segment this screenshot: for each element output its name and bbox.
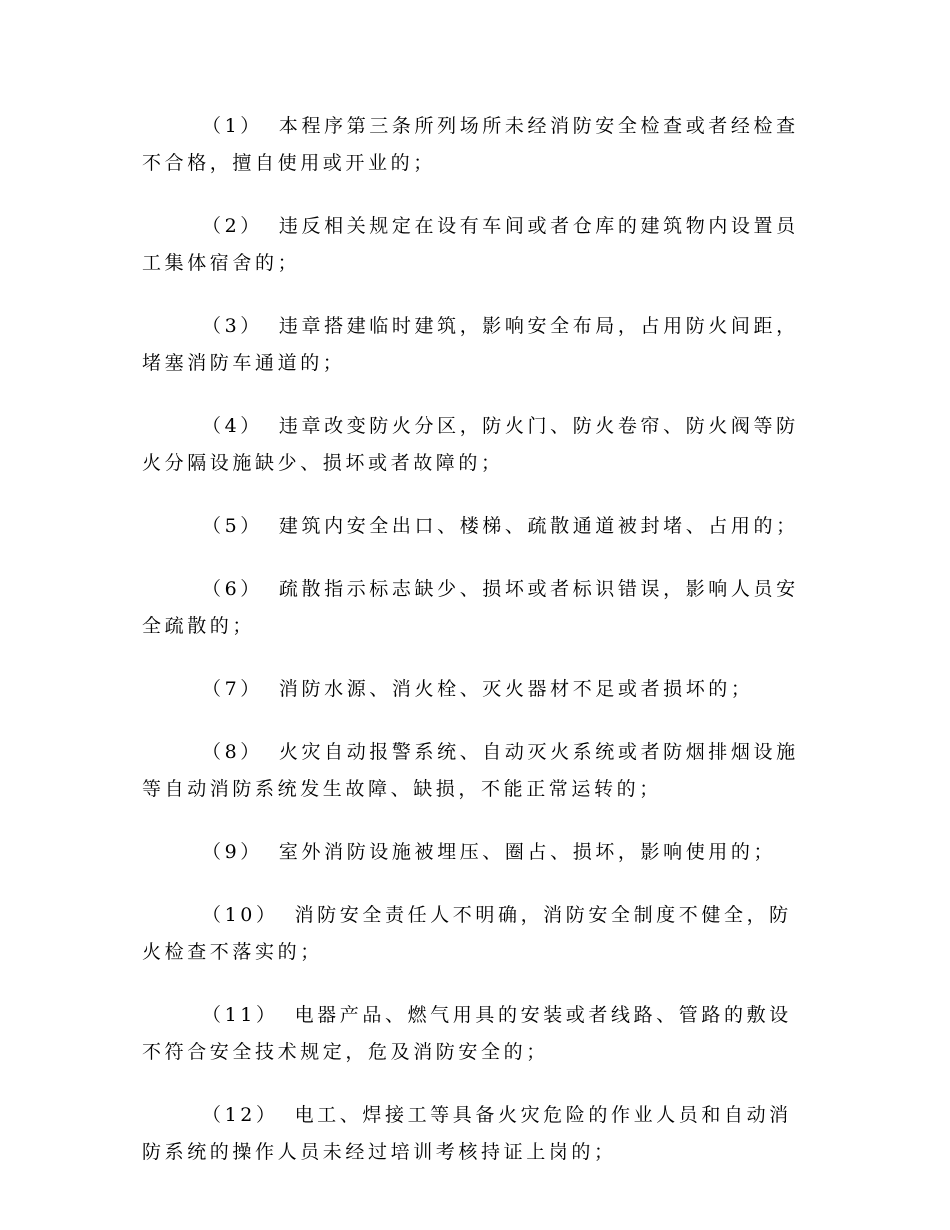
item-text: 疏散指示标志缺少、损坏或者标识错误，影响人员安全疏散的； bbox=[142, 578, 799, 637]
item-text: 消防水源、消火栓、灭火器材不足或者损坏的； bbox=[278, 678, 754, 700]
list-item-4 bbox=[142, 408, 812, 482]
item-number: （8） bbox=[202, 741, 263, 763]
item-text: 违章改变防火分区，防火门、防火卷帘、防火阀等防火分隔设施缺少、损坏或者故障的； bbox=[142, 415, 799, 474]
item-number: （4） bbox=[202, 415, 263, 437]
item-number: （3） bbox=[202, 315, 263, 337]
item-text: 本程序第三条所列场所未经消防安全检查或者经检查不合格，擅自使用或开业的； bbox=[142, 115, 799, 174]
item-number: （9） bbox=[202, 841, 263, 863]
list-item-3 bbox=[142, 308, 812, 382]
list-item-8 bbox=[142, 734, 812, 808]
item-number: （7） bbox=[202, 678, 263, 700]
list-item-1 bbox=[142, 108, 812, 182]
item-number: （1） bbox=[202, 115, 263, 137]
list-item-2 bbox=[142, 208, 812, 282]
list-item-7 bbox=[142, 671, 812, 708]
item-number: （10） bbox=[202, 904, 279, 926]
list-item-9 bbox=[142, 834, 812, 871]
document-body bbox=[142, 108, 812, 1197]
list-item-5 bbox=[142, 508, 812, 545]
item-text: 火灾自动报警系统、自动灭火系统或者防烟排烟设施等自动消防系统发生故障、缺损，不能正常运转的； bbox=[142, 741, 799, 800]
item-text: 违章搭建临时建筑，影响安全布局，占用防火间距，堵塞消防车通道的； bbox=[142, 315, 799, 374]
item-number: （6） bbox=[202, 578, 263, 600]
item-text: 消防安全责任人不明确，消防安全制度不健全，防火检查不落实的； bbox=[142, 904, 792, 963]
list-item-12 bbox=[142, 1097, 812, 1171]
list-item-11 bbox=[142, 997, 812, 1071]
item-text: 违反相关规定在设有车间或者仓库的建筑物内设置员工集体宿舍的； bbox=[142, 215, 799, 274]
list-item-10 bbox=[142, 897, 812, 971]
item-number: （12） bbox=[202, 1104, 279, 1126]
item-text: 电工、焊接工等具备火灾危险的作业人员和自动消防系统的操作人员未经过培训考核持证上岗的； bbox=[142, 1104, 792, 1163]
item-number: （11） bbox=[202, 1004, 279, 1026]
item-text: 室外消防设施被埋压、圈占、损坏，影响使用的； bbox=[278, 841, 777, 863]
item-number: （5） bbox=[202, 515, 263, 537]
item-text: 电器产品、燃气用具的安装或者线路、管路的敷设不符合安全技术规定，危及消防安全的； bbox=[142, 1004, 792, 1063]
item-text: 建筑内安全出口、楼梯、疏散通道被封堵、占用的； bbox=[278, 515, 799, 537]
item-number: （2） bbox=[202, 215, 263, 237]
list-item-6 bbox=[142, 571, 812, 645]
